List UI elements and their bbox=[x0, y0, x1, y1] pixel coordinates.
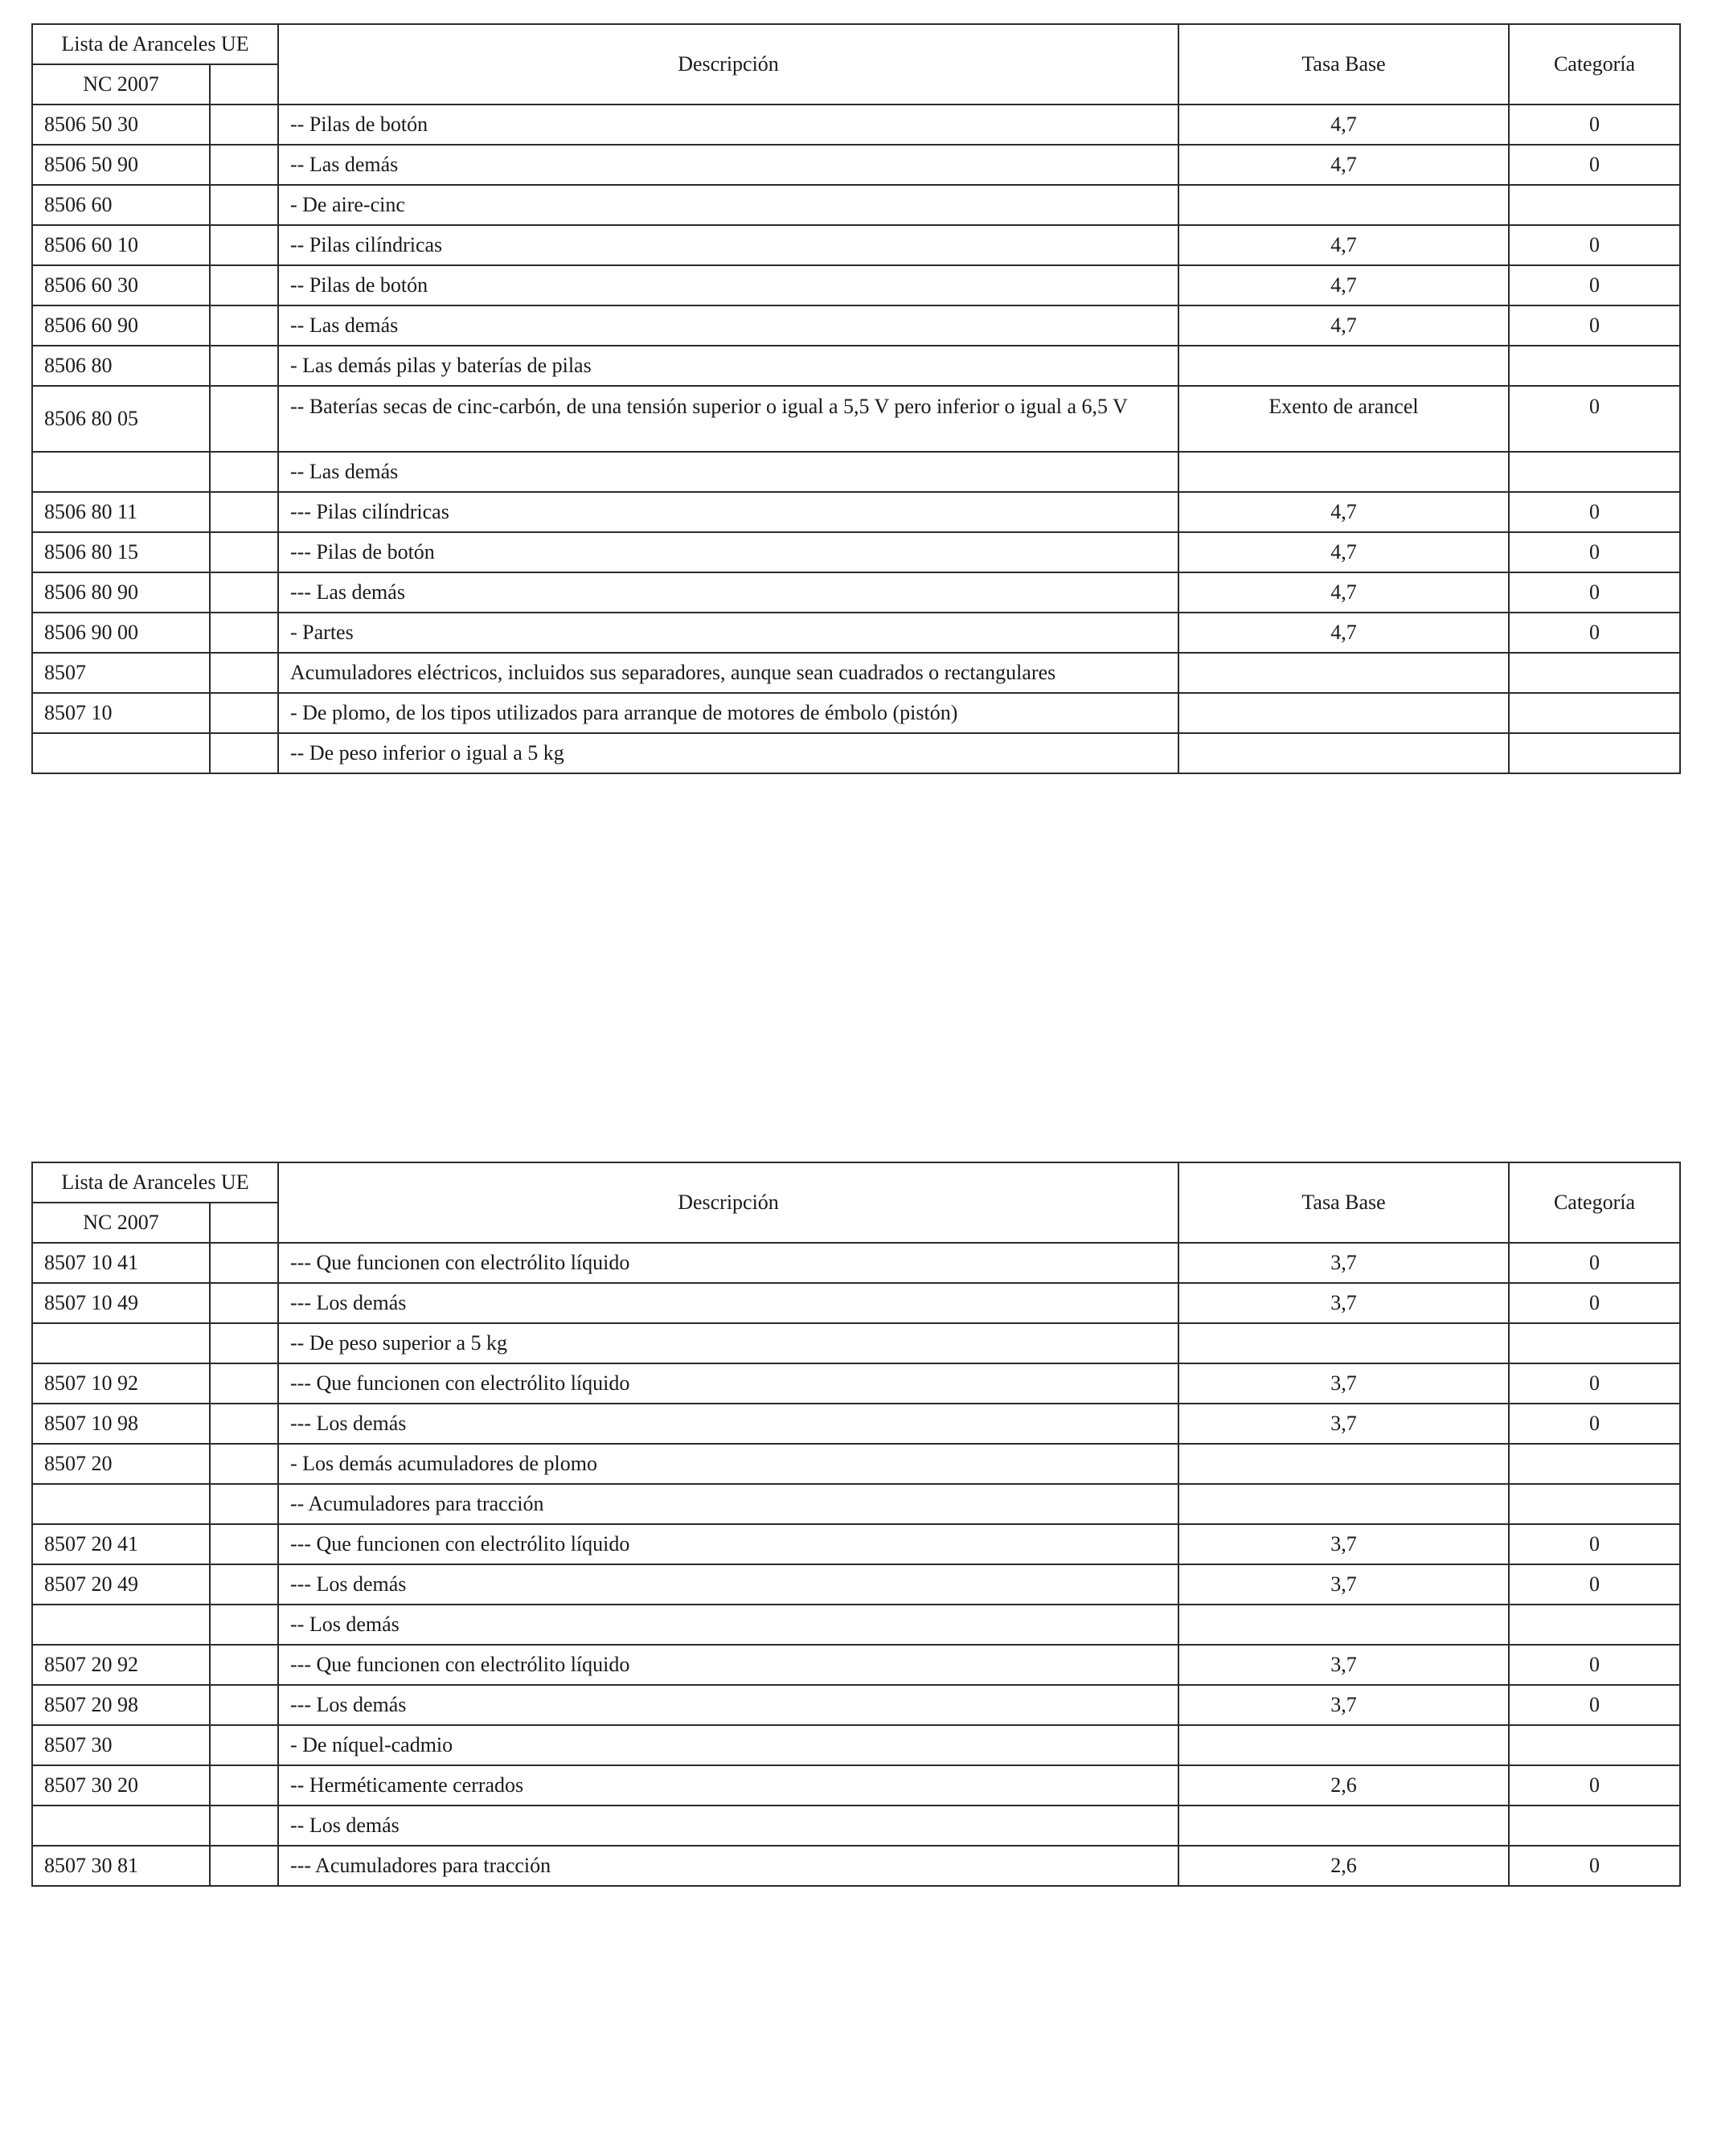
table-row bbox=[32, 105, 1680, 145]
description-cell: -- Acumuladores para tracción bbox=[278, 1484, 1178, 1524]
blank-cell bbox=[210, 572, 278, 613]
tariff-code: 8507 20 bbox=[32, 1444, 210, 1484]
base-rate-cell bbox=[1178, 346, 1509, 386]
tariff-code: 8507 10 bbox=[32, 693, 210, 733]
tariff-code bbox=[32, 1484, 210, 1524]
description-cell: --- Que funcionen con electrólito líquido bbox=[278, 1645, 1178, 1685]
table-row bbox=[32, 1404, 1680, 1444]
blank-cell bbox=[210, 733, 278, 773]
category-cell: 0 bbox=[1509, 1846, 1680, 1886]
tariff-code: 8506 80 15 bbox=[32, 532, 210, 572]
category-cell: 0 bbox=[1509, 492, 1680, 532]
blank-cell bbox=[210, 1564, 278, 1605]
tariff-code: 8507 10 98 bbox=[32, 1404, 210, 1444]
table-row bbox=[32, 225, 1680, 265]
category-cell: 0 bbox=[1509, 386, 1680, 452]
description-cell: -- De peso inferior o igual a 5 kg bbox=[278, 733, 1178, 773]
base-rate-cell: 4,7 bbox=[1178, 572, 1509, 613]
tariff-code bbox=[32, 1323, 210, 1363]
description-cell: - Los demás acumuladores de plomo bbox=[278, 1444, 1178, 1484]
blank-cell bbox=[210, 265, 278, 305]
table-row bbox=[32, 1283, 1680, 1323]
description-cell: --- Pilas cilíndricas bbox=[278, 492, 1178, 532]
description-cell: --- Los demás bbox=[278, 1685, 1178, 1725]
tariff-code: 8506 80 90 bbox=[32, 572, 210, 613]
header-list: Lista de Aranceles UE bbox=[32, 24, 278, 64]
description-cell: - De níquel-cadmio bbox=[278, 1725, 1178, 1765]
table-row bbox=[32, 613, 1680, 653]
table-body bbox=[32, 105, 1680, 773]
base-rate-cell: 4,7 bbox=[1178, 305, 1509, 346]
blank-cell bbox=[210, 105, 278, 145]
tariff-code: 8506 80 11 bbox=[32, 492, 210, 532]
header-list: Lista de Aranceles UE bbox=[32, 1162, 278, 1203]
category-cell bbox=[1509, 346, 1680, 386]
base-rate-cell: 4,7 bbox=[1178, 225, 1509, 265]
header-rate: Tasa Base bbox=[1178, 24, 1509, 105]
description-cell: -- Los demás bbox=[278, 1806, 1178, 1846]
blank-cell bbox=[210, 1484, 278, 1524]
tariff-code: 8506 60 bbox=[32, 185, 210, 225]
tariff-code: 8506 60 90 bbox=[32, 305, 210, 346]
description-cell: -- Pilas de botón bbox=[278, 105, 1178, 145]
category-cell bbox=[1509, 452, 1680, 492]
header-description: Descripción bbox=[278, 24, 1178, 105]
blank-cell bbox=[210, 613, 278, 653]
tariff-code: 8507 10 49 bbox=[32, 1283, 210, 1323]
table-row bbox=[32, 386, 1680, 452]
base-rate-cell bbox=[1178, 1605, 1509, 1645]
table-row bbox=[32, 1806, 1680, 1846]
tariff-code: 8506 50 90 bbox=[32, 145, 210, 185]
description-cell: - Las demás pilas y baterías de pilas bbox=[278, 346, 1178, 386]
category-cell bbox=[1509, 185, 1680, 225]
tariff-code: 8506 80 bbox=[32, 346, 210, 386]
tariff-table-2 bbox=[31, 1162, 1681, 1887]
base-rate-cell: 3,7 bbox=[1178, 1404, 1509, 1444]
tariff-code: 8506 60 10 bbox=[32, 225, 210, 265]
header-rate: Tasa Base bbox=[1178, 1162, 1509, 1243]
category-cell: 0 bbox=[1509, 225, 1680, 265]
description-cell: --- Los demás bbox=[278, 1283, 1178, 1323]
category-cell: 0 bbox=[1509, 1645, 1680, 1685]
description-cell: -- Baterías secas de cinc-carbón, de una tensión superior o igual a 5,5 V pero inferior o igual a 6,5 V bbox=[278, 386, 1178, 452]
tariff-code: 8506 90 00 bbox=[32, 613, 210, 653]
tariff-code: 8506 60 30 bbox=[32, 265, 210, 305]
blank-cell bbox=[210, 1605, 278, 1645]
base-rate-cell bbox=[1178, 185, 1509, 225]
blank-cell bbox=[210, 386, 278, 452]
tariff-code: 8507 30 20 bbox=[32, 1765, 210, 1806]
table-row bbox=[32, 572, 1680, 613]
category-cell: 0 bbox=[1509, 105, 1680, 145]
tariff-code: 8507 20 92 bbox=[32, 1645, 210, 1685]
description-cell: --- Que funcionen con electrólito líquido bbox=[278, 1524, 1178, 1564]
blank-cell bbox=[210, 1645, 278, 1685]
description-cell: Acumuladores eléctricos, incluidos sus separadores, aunque sean cuadrados o rectangulares bbox=[278, 653, 1178, 693]
header-category: Categoría bbox=[1509, 24, 1680, 105]
description-cell: --- Los demás bbox=[278, 1404, 1178, 1444]
table-row bbox=[32, 693, 1680, 733]
tariff-code: 8506 50 30 bbox=[32, 105, 210, 145]
table-row bbox=[32, 733, 1680, 773]
header-nc: NC 2007 bbox=[32, 1203, 210, 1243]
blank-cell bbox=[210, 145, 278, 185]
blank-cell bbox=[210, 653, 278, 693]
base-rate-cell: 4,7 bbox=[1178, 105, 1509, 145]
category-cell bbox=[1509, 1323, 1680, 1363]
blank-cell bbox=[210, 1765, 278, 1806]
header-description: Descripción bbox=[278, 1162, 1178, 1243]
header-blank bbox=[210, 1203, 278, 1243]
description-cell: -- Pilas de botón bbox=[278, 265, 1178, 305]
blank-cell bbox=[210, 1806, 278, 1846]
base-rate-cell: 3,7 bbox=[1178, 1363, 1509, 1404]
description-cell: --- Pilas de botón bbox=[278, 532, 1178, 572]
base-rate-cell bbox=[1178, 1806, 1509, 1846]
blank-cell bbox=[210, 1846, 278, 1886]
blank-cell bbox=[210, 1363, 278, 1404]
base-rate-cell bbox=[1178, 452, 1509, 492]
table-body bbox=[32, 1243, 1680, 1886]
base-rate-cell: Exento de arancel bbox=[1178, 386, 1509, 452]
base-rate-cell: 4,7 bbox=[1178, 265, 1509, 305]
table-row bbox=[32, 185, 1680, 225]
blank-cell bbox=[210, 1283, 278, 1323]
table-row bbox=[32, 1363, 1680, 1404]
description-cell: -- Pilas cilíndricas bbox=[278, 225, 1178, 265]
tariff-code: 8507 20 49 bbox=[32, 1564, 210, 1605]
description-cell: -- De peso superior a 5 kg bbox=[278, 1323, 1178, 1363]
base-rate-cell: 2,6 bbox=[1178, 1846, 1509, 1886]
blank-cell bbox=[210, 693, 278, 733]
table-row bbox=[32, 532, 1680, 572]
table-row bbox=[32, 653, 1680, 693]
table-row bbox=[32, 145, 1680, 185]
blank-cell bbox=[210, 185, 278, 225]
table-row bbox=[32, 1645, 1680, 1685]
category-cell: 0 bbox=[1509, 1524, 1680, 1564]
tariff-code: 8507 bbox=[32, 653, 210, 693]
category-cell bbox=[1509, 1444, 1680, 1484]
base-rate-cell: 4,7 bbox=[1178, 492, 1509, 532]
base-rate-cell: 3,7 bbox=[1178, 1524, 1509, 1564]
description-cell: --- Las demás bbox=[278, 572, 1178, 613]
table-row bbox=[32, 1605, 1680, 1645]
table-row bbox=[32, 452, 1680, 492]
blank-cell bbox=[210, 1725, 278, 1765]
description-cell: - Partes bbox=[278, 613, 1178, 653]
tariff-code bbox=[32, 1605, 210, 1645]
base-rate-cell: 3,7 bbox=[1178, 1645, 1509, 1685]
description-cell: - De plomo, de los tipos utilizados para arranque de motores de émbolo (pistón) bbox=[278, 693, 1178, 733]
table-row bbox=[32, 1323, 1680, 1363]
description-cell: -- Las demás bbox=[278, 452, 1178, 492]
base-rate-cell bbox=[1178, 653, 1509, 693]
base-rate-cell: 2,6 bbox=[1178, 1765, 1509, 1806]
description-cell: -- Las demás bbox=[278, 305, 1178, 346]
header-category: Categoría bbox=[1509, 1162, 1680, 1243]
tariff-code: 8507 30 bbox=[32, 1725, 210, 1765]
base-rate-cell: 4,7 bbox=[1178, 613, 1509, 653]
header-blank bbox=[210, 64, 278, 105]
base-rate-cell bbox=[1178, 1444, 1509, 1484]
tariff-code bbox=[32, 452, 210, 492]
blank-cell bbox=[210, 225, 278, 265]
category-cell: 0 bbox=[1509, 1685, 1680, 1725]
category-cell: 0 bbox=[1509, 145, 1680, 185]
blank-cell bbox=[210, 346, 278, 386]
blank-cell bbox=[210, 532, 278, 572]
category-cell bbox=[1509, 1605, 1680, 1645]
category-cell bbox=[1509, 1484, 1680, 1524]
category-cell: 0 bbox=[1509, 1564, 1680, 1605]
description-cell: - De aire-cinc bbox=[278, 185, 1178, 225]
category-cell: 0 bbox=[1509, 305, 1680, 346]
blank-cell bbox=[210, 1444, 278, 1484]
table-row bbox=[32, 1725, 1680, 1765]
description-cell: -- Los demás bbox=[278, 1605, 1178, 1645]
base-rate-cell bbox=[1178, 693, 1509, 733]
category-cell: 0 bbox=[1509, 532, 1680, 572]
table-row bbox=[32, 1765, 1680, 1806]
base-rate-cell bbox=[1178, 1484, 1509, 1524]
tariff-table-1 bbox=[31, 23, 1681, 774]
description-cell: -- Las demás bbox=[278, 145, 1178, 185]
base-rate-cell: 3,7 bbox=[1178, 1243, 1509, 1283]
header-nc: NC 2007 bbox=[32, 64, 210, 105]
description-cell: --- Que funcionen con electrólito líquido bbox=[278, 1363, 1178, 1404]
table-row bbox=[32, 265, 1680, 305]
tariff-code: 8507 10 41 bbox=[32, 1243, 210, 1283]
description-cell: --- Que funcionen con electrólito líquido bbox=[278, 1243, 1178, 1283]
base-rate-cell: 4,7 bbox=[1178, 145, 1509, 185]
category-cell: 0 bbox=[1509, 1243, 1680, 1283]
tariff-code: 8507 20 41 bbox=[32, 1524, 210, 1564]
table-row bbox=[32, 1484, 1680, 1524]
category-cell: 0 bbox=[1509, 1283, 1680, 1323]
table-row bbox=[32, 492, 1680, 532]
base-rate-cell bbox=[1178, 733, 1509, 773]
category-cell: 0 bbox=[1509, 1363, 1680, 1404]
table-row bbox=[32, 1564, 1680, 1605]
tariff-code: 8507 30 81 bbox=[32, 1846, 210, 1886]
blank-cell bbox=[210, 492, 278, 532]
tariff-code: 8506 80 05 bbox=[32, 386, 210, 452]
blank-cell bbox=[210, 1685, 278, 1725]
category-cell bbox=[1509, 733, 1680, 773]
blank-cell bbox=[210, 305, 278, 346]
blank-cell bbox=[210, 1404, 278, 1444]
category-cell: 0 bbox=[1509, 1404, 1680, 1444]
base-rate-cell: 4,7 bbox=[1178, 532, 1509, 572]
table-row bbox=[32, 1685, 1680, 1725]
blank-cell bbox=[210, 1243, 278, 1283]
tariff-code: 8507 10 92 bbox=[32, 1363, 210, 1404]
base-rate-cell: 3,7 bbox=[1178, 1283, 1509, 1323]
table-row bbox=[32, 1524, 1680, 1564]
blank-cell bbox=[210, 452, 278, 492]
table-row bbox=[32, 1444, 1680, 1484]
description-cell: --- Los demás bbox=[278, 1564, 1178, 1605]
blank-cell bbox=[210, 1323, 278, 1363]
category-cell bbox=[1509, 1725, 1680, 1765]
tariff-code: 8507 20 98 bbox=[32, 1685, 210, 1725]
base-rate-cell: 3,7 bbox=[1178, 1564, 1509, 1605]
table-row bbox=[32, 346, 1680, 386]
category-cell: 0 bbox=[1509, 265, 1680, 305]
table-row bbox=[32, 1243, 1680, 1283]
description-cell: -- Herméticamente cerrados bbox=[278, 1765, 1178, 1806]
base-rate-cell bbox=[1178, 1725, 1509, 1765]
category-cell bbox=[1509, 693, 1680, 733]
table-row bbox=[32, 305, 1680, 346]
category-cell: 0 bbox=[1509, 572, 1680, 613]
table-row bbox=[32, 1846, 1680, 1886]
blank-cell bbox=[210, 1524, 278, 1564]
base-rate-cell bbox=[1178, 1323, 1509, 1363]
base-rate-cell: 3,7 bbox=[1178, 1685, 1509, 1725]
tariff-code bbox=[32, 733, 210, 773]
category-cell bbox=[1509, 1806, 1680, 1846]
tariff-code bbox=[32, 1806, 210, 1846]
category-cell bbox=[1509, 653, 1680, 693]
category-cell: 0 bbox=[1509, 613, 1680, 653]
description-cell: --- Acumuladores para tracción bbox=[278, 1846, 1178, 1886]
category-cell: 0 bbox=[1509, 1765, 1680, 1806]
